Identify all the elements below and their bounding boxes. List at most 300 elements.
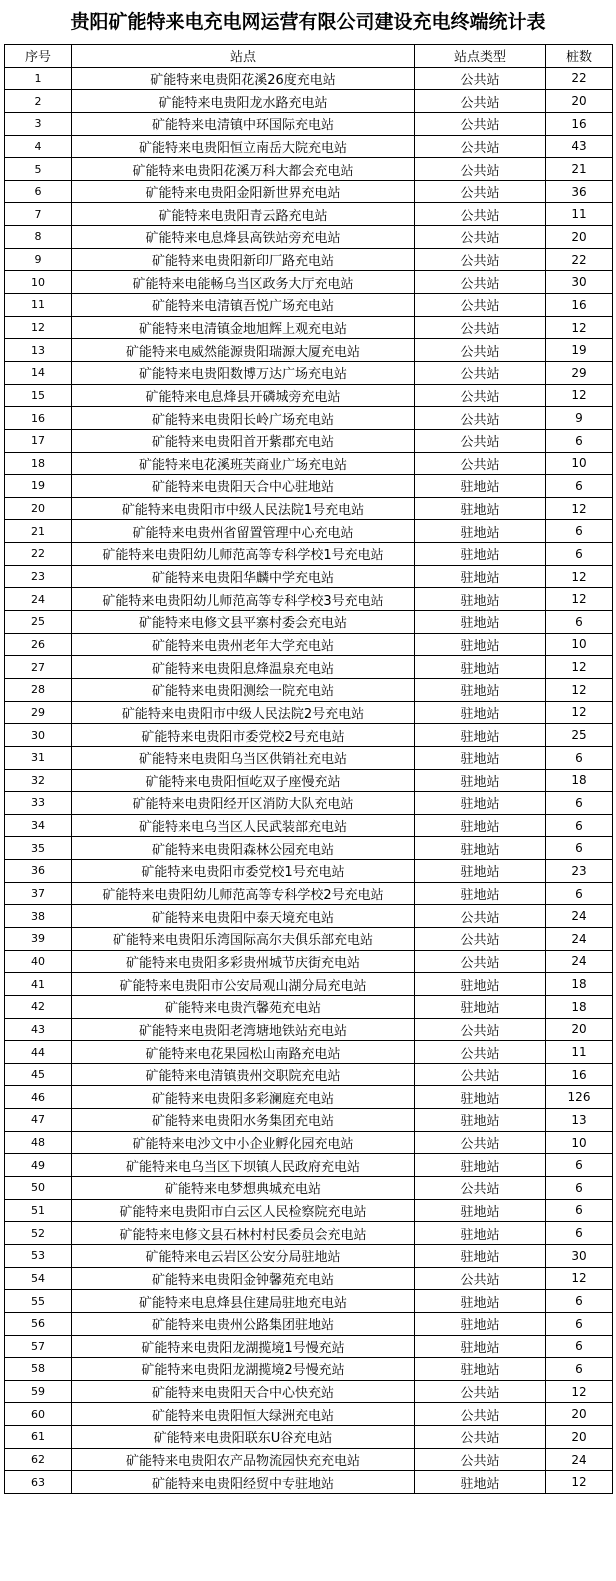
row-station-type-cell: 公共站 bbox=[415, 1426, 546, 1449]
table-row bbox=[5, 1131, 613, 1154]
row-index-cell: 26 bbox=[5, 633, 72, 656]
row-pile-count-cell: 10 bbox=[546, 452, 613, 475]
row-index-cell: 22 bbox=[5, 543, 72, 566]
row-station-name-cell: 矿能特来电贵阳花溪26度充电站 bbox=[72, 67, 415, 90]
row-pile-count-cell: 6 bbox=[546, 1222, 613, 1245]
row-pile-count-cell: 9 bbox=[546, 407, 613, 430]
row-station-name-cell: 矿能特来电贵阳中泰天境充电站 bbox=[72, 905, 415, 928]
table-row bbox=[5, 860, 613, 883]
row-station-name-cell: 矿能特来电贵阳花溪万科大都会充电站 bbox=[72, 158, 415, 181]
row-index-cell: 35 bbox=[5, 837, 72, 860]
row-station-name-cell: 矿能特来电贵阳长岭广场充电站 bbox=[72, 407, 415, 430]
row-station-name-cell: 矿能特来电贵州老年大学充电站 bbox=[72, 633, 415, 656]
row-station-name-cell: 矿能特来电贵阳龙水路充电站 bbox=[72, 90, 415, 113]
row-pile-count-cell: 6 bbox=[546, 1312, 613, 1335]
row-pile-count-cell: 6 bbox=[546, 1290, 613, 1313]
table-row bbox=[5, 294, 613, 317]
row-station-name-cell: 矿能特来电贵阳天合中心快充站 bbox=[72, 1380, 415, 1403]
row-station-name-cell: 矿能特来电贵阳测绘一院充电站 bbox=[72, 678, 415, 701]
row-station-type-cell: 驻地站 bbox=[415, 520, 546, 543]
row-station-name-cell: 矿能特来电贵阳金阳新世界充电站 bbox=[72, 180, 415, 203]
row-pile-count-cell: 18 bbox=[546, 769, 613, 792]
row-station-type-cell: 驻地站 bbox=[415, 678, 546, 701]
table-row bbox=[5, 905, 613, 928]
row-pile-count-cell: 24 bbox=[546, 950, 613, 973]
table-header bbox=[5, 45, 613, 68]
row-index-cell: 17 bbox=[5, 429, 72, 452]
table-row bbox=[5, 565, 613, 588]
row-index-cell: 15 bbox=[5, 384, 72, 407]
column-header-station-type: 站点类型 bbox=[415, 45, 546, 68]
row-station-name-cell: 矿能特来电修文县平寨村委会充电站 bbox=[72, 611, 415, 634]
row-pile-count-cell: 20 bbox=[546, 1018, 613, 1041]
row-station-type-cell: 公共站 bbox=[415, 407, 546, 430]
row-pile-count-cell: 22 bbox=[546, 67, 613, 90]
row-pile-count-cell: 36 bbox=[546, 180, 613, 203]
row-index-cell: 40 bbox=[5, 950, 72, 973]
table-row bbox=[5, 1018, 613, 1041]
row-station-type-cell: 公共站 bbox=[415, 384, 546, 407]
row-station-type-cell: 驻地站 bbox=[415, 882, 546, 905]
row-station-type-cell: 公共站 bbox=[415, 1448, 546, 1471]
table-row bbox=[5, 475, 613, 498]
row-index-cell: 3 bbox=[5, 112, 72, 135]
table-row bbox=[5, 1222, 613, 1245]
row-station-name-cell: 矿能特来电贵阳龙湖揽境1号慢充站 bbox=[72, 1335, 415, 1358]
row-station-name-cell: 矿能特来电贵阳青云路充电站 bbox=[72, 203, 415, 226]
row-station-name-cell: 矿能特来电贵阳幼儿师范高等专科学校3号充电站 bbox=[72, 588, 415, 611]
row-index-cell: 53 bbox=[5, 1244, 72, 1267]
row-index-cell: 51 bbox=[5, 1199, 72, 1222]
row-station-type-cell: 公共站 bbox=[415, 226, 546, 249]
row-station-type-cell: 驻地站 bbox=[415, 633, 546, 656]
row-pile-count-cell: 13 bbox=[546, 1109, 613, 1132]
table-row bbox=[5, 248, 613, 271]
row-station-type-cell: 驻地站 bbox=[415, 746, 546, 769]
table-row bbox=[5, 724, 613, 747]
table-row bbox=[5, 814, 613, 837]
row-station-type-cell: 公共站 bbox=[415, 248, 546, 271]
row-station-name-cell: 矿能特来电贵阳市中级人民法院1号充电站 bbox=[72, 497, 415, 520]
row-pile-count-cell: 12 bbox=[546, 678, 613, 701]
row-pile-count-cell: 6 bbox=[546, 611, 613, 634]
row-index-cell: 20 bbox=[5, 497, 72, 520]
row-station-name-cell: 矿能特来电贵州公路集团驻地站 bbox=[72, 1312, 415, 1335]
row-pile-count-cell: 6 bbox=[546, 429, 613, 452]
row-station-name-cell: 矿能特来电清镇吾悦广场充电站 bbox=[72, 294, 415, 317]
row-station-name-cell: 矿能特来电贵阳乌当区供销社充电站 bbox=[72, 746, 415, 769]
row-pile-count-cell: 6 bbox=[546, 1335, 613, 1358]
row-index-cell: 6 bbox=[5, 180, 72, 203]
table-row bbox=[5, 1358, 613, 1381]
row-station-name-cell: 矿能特来电息烽县开磷城旁充电站 bbox=[72, 384, 415, 407]
row-index-cell: 39 bbox=[5, 927, 72, 950]
table-row bbox=[5, 1177, 613, 1200]
table-row bbox=[5, 701, 613, 724]
row-station-type-cell: 驻地站 bbox=[415, 1222, 546, 1245]
row-station-type-cell: 公共站 bbox=[415, 339, 546, 362]
row-index-cell: 46 bbox=[5, 1086, 72, 1109]
row-index-cell: 45 bbox=[5, 1063, 72, 1086]
row-pile-count-cell: 20 bbox=[546, 226, 613, 249]
row-index-cell: 59 bbox=[5, 1380, 72, 1403]
row-pile-count-cell: 6 bbox=[546, 1358, 613, 1381]
row-station-type-cell: 公共站 bbox=[415, 1018, 546, 1041]
row-station-name-cell: 矿能特来电云岩区公安分局驻地站 bbox=[72, 1244, 415, 1267]
row-station-type-cell: 公共站 bbox=[415, 1267, 546, 1290]
row-station-type-cell: 驻地站 bbox=[415, 1154, 546, 1177]
row-index-cell: 41 bbox=[5, 973, 72, 996]
row-station-name-cell: 矿能特来电贵阳恒立南岳大院充电站 bbox=[72, 135, 415, 158]
row-index-cell: 33 bbox=[5, 792, 72, 815]
row-index-cell: 42 bbox=[5, 995, 72, 1018]
row-pile-count-cell: 6 bbox=[546, 746, 613, 769]
row-station-name-cell: 矿能特来电息烽县住建局驻地充电站 bbox=[72, 1290, 415, 1313]
row-index-cell: 12 bbox=[5, 316, 72, 339]
row-station-type-cell: 公共站 bbox=[415, 429, 546, 452]
row-station-name-cell: 矿能特来电贵阳华麟中学充电站 bbox=[72, 565, 415, 588]
table-row bbox=[5, 1471, 613, 1494]
row-index-cell: 2 bbox=[5, 90, 72, 113]
row-station-type-cell: 驻地站 bbox=[415, 1358, 546, 1381]
row-station-type-cell: 公共站 bbox=[415, 452, 546, 475]
row-pile-count-cell: 24 bbox=[546, 1448, 613, 1471]
row-pile-count-cell: 30 bbox=[546, 1244, 613, 1267]
row-station-name-cell: 矿能特来电贵阳农产品物流园快充充电站 bbox=[72, 1448, 415, 1471]
row-station-name-cell: 矿能特来电贵阳市委党校2号充电站 bbox=[72, 724, 415, 747]
row-station-name-cell: 矿能特来电梦想典城充电站 bbox=[72, 1177, 415, 1200]
row-station-name-cell: 矿能特来电贵阳幼儿师范高等专科学校2号充电站 bbox=[72, 882, 415, 905]
table-row bbox=[5, 203, 613, 226]
row-index-cell: 32 bbox=[5, 769, 72, 792]
row-station-type-cell: 驻地站 bbox=[415, 543, 546, 566]
row-pile-count-cell: 6 bbox=[546, 1177, 613, 1200]
row-station-type-cell: 驻地站 bbox=[415, 1244, 546, 1267]
row-pile-count-cell: 12 bbox=[546, 588, 613, 611]
table-row bbox=[5, 746, 613, 769]
row-station-type-cell: 公共站 bbox=[415, 950, 546, 973]
row-station-name-cell: 矿能特来电花溪班芙商业广场充电站 bbox=[72, 452, 415, 475]
row-station-type-cell: 驻地站 bbox=[415, 860, 546, 883]
row-pile-count-cell: 21 bbox=[546, 158, 613, 181]
row-station-name-cell: 矿能特来电贵阳幼儿师范高等专科学校1号充电站 bbox=[72, 543, 415, 566]
row-pile-count-cell: 43 bbox=[546, 135, 613, 158]
table-row bbox=[5, 1380, 613, 1403]
row-station-type-cell: 公共站 bbox=[415, 361, 546, 384]
row-index-cell: 31 bbox=[5, 746, 72, 769]
row-station-name-cell: 矿能特来电贵阳息烽温泉充电站 bbox=[72, 656, 415, 679]
row-station-name-cell: 矿能特来电贵阳市中级人民法院2号充电站 bbox=[72, 701, 415, 724]
row-station-type-cell: 公共站 bbox=[415, 203, 546, 226]
row-station-type-cell: 驻地站 bbox=[415, 1312, 546, 1335]
row-station-name-cell: 矿能特来电贵阳新印厂路充电站 bbox=[72, 248, 415, 271]
row-pile-count-cell: 12 bbox=[546, 384, 613, 407]
table-row bbox=[5, 429, 613, 452]
row-pile-count-cell: 16 bbox=[546, 1063, 613, 1086]
row-pile-count-cell: 6 bbox=[546, 543, 613, 566]
row-station-name-cell: 矿能特来电贵阳老湾塘地铁站充电站 bbox=[72, 1018, 415, 1041]
row-pile-count-cell: 16 bbox=[546, 294, 613, 317]
row-station-name-cell: 矿能特来电贵阳水务集团充电站 bbox=[72, 1109, 415, 1132]
row-pile-count-cell: 6 bbox=[546, 520, 613, 543]
row-station-type-cell: 公共站 bbox=[415, 180, 546, 203]
row-index-cell: 13 bbox=[5, 339, 72, 362]
row-pile-count-cell: 6 bbox=[546, 792, 613, 815]
table-row bbox=[5, 611, 613, 634]
row-station-type-cell: 公共站 bbox=[415, 271, 546, 294]
table-row bbox=[5, 837, 613, 860]
row-station-name-cell: 矿能特来电清镇金地旭辉上观充电站 bbox=[72, 316, 415, 339]
row-index-cell: 56 bbox=[5, 1312, 72, 1335]
row-station-type-cell: 公共站 bbox=[415, 1380, 546, 1403]
row-index-cell: 1 bbox=[5, 67, 72, 90]
table-row bbox=[5, 1335, 613, 1358]
row-index-cell: 28 bbox=[5, 678, 72, 701]
table-row bbox=[5, 497, 613, 520]
table-row bbox=[5, 1312, 613, 1335]
row-pile-count-cell: 126 bbox=[546, 1086, 613, 1109]
row-pile-count-cell: 12 bbox=[546, 656, 613, 679]
row-station-name-cell: 矿能特来电贵阳金钟馨苑充电站 bbox=[72, 1267, 415, 1290]
table-row bbox=[5, 384, 613, 407]
row-pile-count-cell: 6 bbox=[546, 1154, 613, 1177]
row-index-cell: 4 bbox=[5, 135, 72, 158]
row-index-cell: 10 bbox=[5, 271, 72, 294]
row-pile-count-cell: 12 bbox=[546, 1380, 613, 1403]
row-index-cell: 21 bbox=[5, 520, 72, 543]
row-pile-count-cell: 10 bbox=[546, 1131, 613, 1154]
row-index-cell: 25 bbox=[5, 611, 72, 634]
row-pile-count-cell: 12 bbox=[546, 565, 613, 588]
row-index-cell: 34 bbox=[5, 814, 72, 837]
row-index-cell: 30 bbox=[5, 724, 72, 747]
row-station-name-cell: 矿能特来电贵阳市白云区人民检察院充电站 bbox=[72, 1199, 415, 1222]
row-station-type-cell: 驻地站 bbox=[415, 588, 546, 611]
column-header-station: 站点 bbox=[72, 45, 415, 68]
table-row bbox=[5, 1448, 613, 1471]
row-pile-count-cell: 30 bbox=[546, 271, 613, 294]
row-index-cell: 16 bbox=[5, 407, 72, 430]
row-station-type-cell: 驻地站 bbox=[415, 814, 546, 837]
row-station-name-cell: 矿能特来电能畅乌当区政务大厅充电站 bbox=[72, 271, 415, 294]
table-row bbox=[5, 1154, 613, 1177]
row-pile-count-cell: 20 bbox=[546, 90, 613, 113]
row-station-name-cell: 矿能特来电贵汽馨苑充电站 bbox=[72, 995, 415, 1018]
table-row bbox=[5, 633, 613, 656]
row-station-name-cell: 矿能特来电贵阳多彩贵州城节庆街充电站 bbox=[72, 950, 415, 973]
row-pile-count-cell: 25 bbox=[546, 724, 613, 747]
table-row bbox=[5, 90, 613, 113]
table-row bbox=[5, 452, 613, 475]
row-index-cell: 8 bbox=[5, 226, 72, 249]
row-pile-count-cell: 12 bbox=[546, 1471, 613, 1494]
table-row bbox=[5, 1109, 613, 1132]
row-index-cell: 47 bbox=[5, 1109, 72, 1132]
table-row bbox=[5, 1086, 613, 1109]
row-station-type-cell: 驻地站 bbox=[415, 701, 546, 724]
table-row bbox=[5, 1041, 613, 1064]
row-station-type-cell: 驻地站 bbox=[415, 769, 546, 792]
row-index-cell: 57 bbox=[5, 1335, 72, 1358]
column-header-index: 序号 bbox=[5, 45, 72, 68]
row-index-cell: 63 bbox=[5, 1471, 72, 1494]
table-body bbox=[5, 67, 613, 1493]
table-row bbox=[5, 520, 613, 543]
row-index-cell: 29 bbox=[5, 701, 72, 724]
row-index-cell: 36 bbox=[5, 860, 72, 883]
row-station-type-cell: 驻地站 bbox=[415, 1109, 546, 1132]
row-pile-count-cell: 16 bbox=[546, 112, 613, 135]
table-row bbox=[5, 656, 613, 679]
row-index-cell: 9 bbox=[5, 248, 72, 271]
row-station-name-cell: 矿能特来电贵阳联东U谷充电站 bbox=[72, 1426, 415, 1449]
row-index-cell: 61 bbox=[5, 1426, 72, 1449]
row-station-name-cell: 矿能特来电乌当区下坝镇人民政府充电站 bbox=[72, 1154, 415, 1177]
row-index-cell: 44 bbox=[5, 1041, 72, 1064]
row-pile-count-cell: 12 bbox=[546, 497, 613, 520]
row-station-name-cell: 矿能特来电贵阳市公安局观山湖分局充电站 bbox=[72, 973, 415, 996]
row-station-name-cell: 矿能特来电清镇贵州交职院充电站 bbox=[72, 1063, 415, 1086]
row-station-type-cell: 公共站 bbox=[415, 1131, 546, 1154]
row-index-cell: 14 bbox=[5, 361, 72, 384]
row-index-cell: 38 bbox=[5, 905, 72, 928]
row-station-name-cell: 矿能特来电贵阳森林公园充电站 bbox=[72, 837, 415, 860]
row-pile-count-cell: 6 bbox=[546, 814, 613, 837]
row-pile-count-cell: 6 bbox=[546, 882, 613, 905]
row-station-type-cell: 公共站 bbox=[415, 90, 546, 113]
row-station-type-cell: 公共站 bbox=[415, 158, 546, 181]
table-row bbox=[5, 361, 613, 384]
row-index-cell: 37 bbox=[5, 882, 72, 905]
row-index-cell: 54 bbox=[5, 1267, 72, 1290]
row-station-name-cell: 矿能特来电贵阳数博万达广场充电站 bbox=[72, 361, 415, 384]
table-row bbox=[5, 407, 613, 430]
table-row bbox=[5, 271, 613, 294]
row-station-type-cell: 驻地站 bbox=[415, 497, 546, 520]
column-header-pile-count: 桩数 bbox=[546, 45, 613, 68]
table-row bbox=[5, 1426, 613, 1449]
row-station-type-cell: 公共站 bbox=[415, 1041, 546, 1064]
row-station-type-cell: 驻地站 bbox=[415, 1199, 546, 1222]
row-station-type-cell: 公共站 bbox=[415, 316, 546, 339]
row-index-cell: 48 bbox=[5, 1131, 72, 1154]
row-station-type-cell: 驻地站 bbox=[415, 973, 546, 996]
row-station-name-cell: 矿能特来电修文县石林村村民委员会充电站 bbox=[72, 1222, 415, 1245]
row-station-type-cell: 驻地站 bbox=[415, 1086, 546, 1109]
row-station-name-cell: 矿能特来电乌当区人民武装部充电站 bbox=[72, 814, 415, 837]
row-pile-count-cell: 18 bbox=[546, 995, 613, 1018]
row-station-name-cell: 矿能特来电贵阳首开紫郡充电站 bbox=[72, 429, 415, 452]
row-station-name-cell: 矿能特来电花果园松山南路充电站 bbox=[72, 1041, 415, 1064]
row-pile-count-cell: 10 bbox=[546, 633, 613, 656]
row-station-type-cell: 公共站 bbox=[415, 67, 546, 90]
row-station-type-cell: 公共站 bbox=[415, 905, 546, 928]
table-row bbox=[5, 316, 613, 339]
row-station-name-cell: 矿能特来电贵阳天合中心驻地站 bbox=[72, 475, 415, 498]
row-station-type-cell: 公共站 bbox=[415, 1403, 546, 1426]
row-station-name-cell: 矿能特来电沙文中小企业孵化园充电站 bbox=[72, 1131, 415, 1154]
row-station-type-cell: 驻地站 bbox=[415, 1290, 546, 1313]
row-station-name-cell: 矿能特来电贵州省留置管理中心充电站 bbox=[72, 520, 415, 543]
table-row bbox=[5, 792, 613, 815]
table-row bbox=[5, 1063, 613, 1086]
row-pile-count-cell: 12 bbox=[546, 1267, 613, 1290]
row-pile-count-cell: 12 bbox=[546, 701, 613, 724]
row-station-type-cell: 公共站 bbox=[415, 1177, 546, 1200]
row-pile-count-cell: 6 bbox=[546, 475, 613, 498]
page-title: 贵阳矿能特来电充电网运营有限公司建设充电终端统计表 bbox=[70, 11, 546, 33]
row-index-cell: 58 bbox=[5, 1358, 72, 1381]
row-station-type-cell: 驻地站 bbox=[415, 995, 546, 1018]
table-row bbox=[5, 927, 613, 950]
row-station-name-cell: 矿能特来电贵阳恒屹双子座慢充站 bbox=[72, 769, 415, 792]
table-row bbox=[5, 339, 613, 362]
table-row bbox=[5, 543, 613, 566]
row-pile-count-cell: 20 bbox=[546, 1426, 613, 1449]
row-station-name-cell: 矿能特来电息烽县高铁站旁充电站 bbox=[72, 226, 415, 249]
table-row bbox=[5, 112, 613, 135]
table-row bbox=[5, 950, 613, 973]
row-station-type-cell: 驻地站 bbox=[415, 1471, 546, 1494]
row-station-name-cell: 矿能特来电贵阳经贸中专驻地站 bbox=[72, 1471, 415, 1494]
row-station-name-cell: 矿能特来电贵阳多彩澜庭充电站 bbox=[72, 1086, 415, 1109]
row-index-cell: 52 bbox=[5, 1222, 72, 1245]
row-station-type-cell: 驻地站 bbox=[415, 724, 546, 747]
table-row bbox=[5, 769, 613, 792]
header-row bbox=[5, 45, 613, 68]
row-station-type-cell: 驻地站 bbox=[415, 837, 546, 860]
row-station-type-cell: 公共站 bbox=[415, 294, 546, 317]
table-row bbox=[5, 882, 613, 905]
row-index-cell: 27 bbox=[5, 656, 72, 679]
row-pile-count-cell: 6 bbox=[546, 837, 613, 860]
row-station-type-cell: 公共站 bbox=[415, 112, 546, 135]
row-index-cell: 50 bbox=[5, 1177, 72, 1200]
row-pile-count-cell: 24 bbox=[546, 905, 613, 928]
row-index-cell: 49 bbox=[5, 1154, 72, 1177]
row-station-type-cell: 驻地站 bbox=[415, 656, 546, 679]
row-index-cell: 55 bbox=[5, 1290, 72, 1313]
row-station-type-cell: 公共站 bbox=[415, 927, 546, 950]
table-row bbox=[5, 158, 613, 181]
row-station-name-cell: 矿能特来电贵阳恒大绿洲充电站 bbox=[72, 1403, 415, 1426]
row-station-type-cell: 驻地站 bbox=[415, 611, 546, 634]
table-row bbox=[5, 67, 613, 90]
row-station-type-cell: 驻地站 bbox=[415, 792, 546, 815]
table-row bbox=[5, 588, 613, 611]
row-index-cell: 23 bbox=[5, 565, 72, 588]
row-station-type-cell: 驻地站 bbox=[415, 565, 546, 588]
row-pile-count-cell: 11 bbox=[546, 203, 613, 226]
row-index-cell: 60 bbox=[5, 1403, 72, 1426]
stations-table bbox=[4, 44, 613, 1494]
row-pile-count-cell: 11 bbox=[546, 1041, 613, 1064]
row-pile-count-cell: 6 bbox=[546, 1199, 613, 1222]
table-row bbox=[5, 1244, 613, 1267]
row-index-cell: 11 bbox=[5, 294, 72, 317]
row-station-type-cell: 驻地站 bbox=[415, 475, 546, 498]
row-station-type-cell: 公共站 bbox=[415, 135, 546, 158]
row-station-name-cell: 矿能特来电贵阳市委党校1号充电站 bbox=[72, 860, 415, 883]
table-row bbox=[5, 1267, 613, 1290]
row-pile-count-cell: 19 bbox=[546, 339, 613, 362]
table-row bbox=[5, 678, 613, 701]
table-row bbox=[5, 226, 613, 249]
table-row bbox=[5, 1290, 613, 1313]
row-station-name-cell: 矿能特来电贵阳经开区消防大队充电站 bbox=[72, 792, 415, 815]
row-pile-count-cell: 29 bbox=[546, 361, 613, 384]
row-station-name-cell: 矿能特来电贵阳乐湾国际高尔夫俱乐部充电站 bbox=[72, 927, 415, 950]
